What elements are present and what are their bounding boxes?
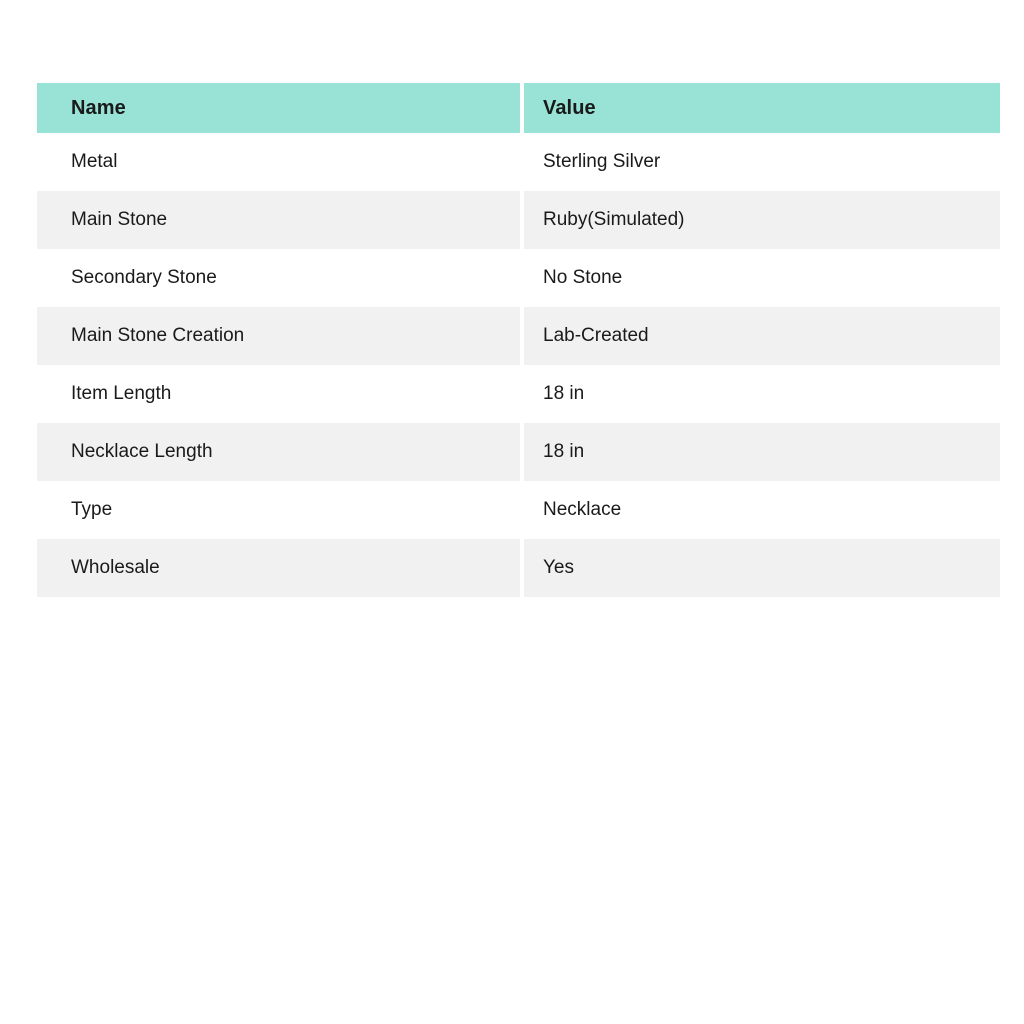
attribute-value-cell: 18 in — [524, 365, 1000, 423]
attribute-value-cell: Ruby(Simulated) — [524, 191, 1000, 249]
table-row — [37, 307, 1000, 365]
header-row — [37, 83, 1000, 133]
product-attributes-table — [37, 83, 1000, 597]
column-header-name: Name — [37, 83, 524, 133]
attribute-name-cell: Main Stone — [37, 191, 524, 249]
attribute-value-cell: Sterling Silver — [524, 133, 1000, 191]
table-row — [37, 133, 1000, 191]
attribute-name-cell: Metal — [37, 133, 524, 191]
table-header — [37, 83, 1000, 133]
column-header-value: Value — [524, 83, 1000, 133]
attribute-name-cell: Wholesale — [37, 539, 524, 597]
table-body — [37, 133, 1000, 597]
attribute-name-cell: Secondary Stone — [37, 249, 524, 307]
table-row — [37, 423, 1000, 481]
attribute-value-cell: Lab-Created — [524, 307, 1000, 365]
attribute-name-cell: Type — [37, 481, 524, 539]
table-row — [37, 539, 1000, 597]
table-row — [37, 481, 1000, 539]
table-row — [37, 249, 1000, 307]
attribute-value-cell: 18 in — [524, 423, 1000, 481]
table-row — [37, 191, 1000, 249]
attribute-value-cell: No Stone — [524, 249, 1000, 307]
attribute-value-cell: Yes — [524, 539, 1000, 597]
attribute-value-cell: Necklace — [524, 481, 1000, 539]
product-attributes-section — [37, 83, 1000, 597]
table-row — [37, 365, 1000, 423]
attribute-name-cell: Necklace Length — [37, 423, 524, 481]
attribute-name-cell: Main Stone Creation — [37, 307, 524, 365]
attribute-name-cell: Item Length — [37, 365, 524, 423]
